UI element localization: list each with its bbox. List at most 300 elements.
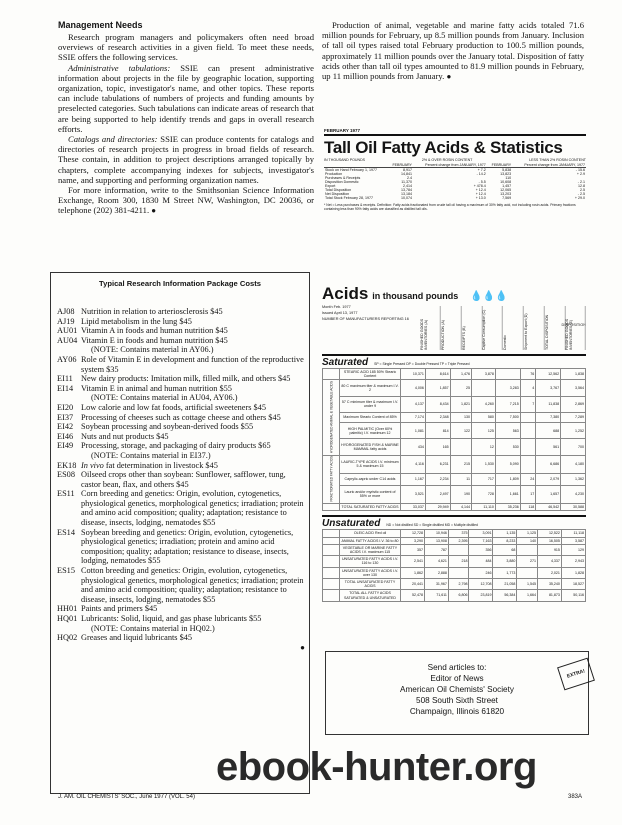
row-group-spacer — [323, 556, 340, 567]
table-cell — [517, 567, 538, 578]
acids-column-headers — [420, 306, 586, 350]
italic-term: In vivo — [81, 460, 104, 470]
table-cell: 10,946 — [424, 530, 448, 537]
manufacturers-label: NUMBER OF MANUFACTURERS REPORTING — [322, 317, 404, 321]
table-cell: 787 — [424, 544, 448, 555]
table-cell: Disposition Domestic — [325, 180, 359, 185]
paragraph — [58, 185, 314, 217]
table-cell: 4,144 — [450, 504, 471, 511]
month-label: Month — [322, 305, 333, 309]
table-cell: + 13.0 — [475, 196, 486, 201]
package-description: Vitamin E in animal and human nutrition $55 — [81, 383, 232, 393]
package-description: (NOTE: Contains material in EI37.) — [91, 450, 211, 460]
package-description: Vitamin E in foods and human nutrition $45 — [81, 335, 228, 345]
row-label: ANIMAL FATTY ACIDS I.V. 36 to 80 — [340, 537, 401, 544]
table-cell: 10,608 — [500, 180, 512, 185]
disposition-label: DISPOSITION — [561, 323, 586, 327]
table-cell — [517, 544, 538, 555]
table-cell: 5,090 — [495, 455, 520, 473]
table-cell: 7,289 — [561, 412, 586, 422]
table-cell: Total Stock February 28, 1977 — [325, 196, 373, 201]
table-row — [323, 485, 586, 503]
column-header: TOTAL DISPOSITION — [545, 306, 566, 350]
package-code: HQ02 — [57, 633, 78, 643]
package-code: HQ01 — [57, 614, 78, 623]
package-item — [57, 528, 305, 566]
table-cell: 1,664 — [517, 590, 538, 601]
table-cell: 30,588 — [561, 504, 586, 511]
table-cell: 190 — [450, 485, 471, 503]
row-label: TOTAL ALL FATTY ACIDS SATURATED & UNSATURATED — [340, 590, 401, 601]
table-cell: 2,234 — [425, 474, 450, 486]
package-code: EI46 — [57, 431, 74, 441]
table-cell: 11,838 — [536, 396, 561, 412]
table-cell: 130 — [450, 412, 471, 422]
acids-statistics — [322, 284, 586, 602]
column-header: FINISHED GOODS INVENTORIES (A) — [420, 306, 441, 350]
table-cell: 1,862 — [401, 567, 425, 578]
table-cell: 23,819 — [469, 590, 493, 601]
table-cell: 6,806 — [448, 590, 469, 601]
table-cell: 2,414 — [402, 184, 412, 189]
package-code — [57, 345, 81, 355]
row-group-spacer — [323, 504, 340, 511]
row-label: TOTAL SATURATED FATTY ACIDS — [340, 504, 401, 511]
table-cell — [520, 455, 536, 473]
paragraph — [58, 63, 314, 134]
tall-oil-date: FEBRUARY 1977 — [324, 128, 361, 133]
table-cell: 7,380 — [536, 412, 561, 422]
package-code: AJ19 — [57, 316, 75, 326]
table-cell: 215 — [450, 455, 471, 473]
package-item — [57, 604, 305, 614]
package-item — [57, 345, 305, 355]
oil-drops-icon: 💧💧💧 — [470, 291, 508, 302]
table-cell: 68 — [493, 544, 517, 555]
table-cell: 1,167 — [401, 474, 426, 486]
table-row — [323, 412, 586, 422]
package-item — [57, 470, 305, 489]
package-code: HH01 — [57, 604, 78, 614]
end-mark: ● — [300, 642, 305, 652]
table-cell: 1,457 — [502, 184, 512, 189]
table-cell: 915 — [537, 544, 561, 555]
row-label: HIGH PALMITIC (Over 60% palmitic) I.V. maximum 12 — [340, 423, 401, 439]
table-cell — [495, 369, 520, 380]
table-cell: 246 — [469, 567, 493, 578]
package-code: EI11 — [57, 374, 73, 384]
unsaturated-label: Unsaturated — [322, 518, 381, 530]
package-item — [57, 384, 305, 394]
package-item — [57, 614, 305, 624]
table-cell: + 12.4 — [475, 192, 486, 197]
production-section — [322, 20, 584, 82]
table-cell: 140 — [517, 537, 538, 544]
table-cell: 118 — [520, 504, 536, 511]
paragraph: Research program managers and policymakers often need broad overviews of research activities in a given field. To meet these needs, SSIE offers the following services. — [58, 32, 314, 63]
table-cell: - 15.6 — [575, 168, 585, 173]
row-group-spacer — [323, 567, 340, 578]
row-label: STEARIC ACID 185 50% Stearic Content — [340, 369, 401, 380]
package-description: Lipid metabolism in the lung $45 — [81, 316, 192, 326]
package-description: Nutrition in relation to arteriosclerosis $45 — [81, 307, 223, 316]
table-cell: 1,828 — [561, 567, 585, 578]
saturated-header — [322, 354, 586, 368]
tall-oil-statistics — [324, 128, 586, 288]
column-header: Percent change from JANUARY, 1977 — [413, 163, 487, 168]
row-label: LAURIC-TYPE ACIDS I.V. minimum 5 & maximum 15 — [340, 455, 401, 473]
table-cell: 3,880 — [493, 556, 517, 567]
table-cell: 35,240 — [537, 578, 561, 589]
table-cell: 3,283 — [495, 380, 520, 396]
package-code: EK18 — [57, 460, 77, 470]
table-cell: 1,545 — [517, 578, 538, 589]
table-cell: 530 — [495, 439, 520, 455]
row-group-spacer — [323, 578, 340, 589]
issued-label: Issued — [322, 311, 334, 315]
package-description: Cotton breeding and genetics: Origin, evolution, cytogenetics, physiological genetics, morphological genetics; irradiation; protein and amino acid composition; quality; adaptation; resistance to disease, insects, lodging, nematodes $55 — [81, 566, 304, 604]
table-cell: 3,878 — [471, 369, 495, 380]
row-group-spacer — [323, 590, 340, 601]
table-cell: 356 — [469, 544, 493, 555]
table-cell: 3,290 — [401, 537, 425, 544]
package-description: Oilseed crops other than soybean: Sunflower, safflower, tung, castor bean, flax, and others $45 — [81, 470, 286, 489]
table-row — [323, 369, 586, 380]
paragraph-text: SSIE can present administrative information about projects in the file by geographic location, supporting organization, topic, investigator's name, and other topics. These reports can include tabulations of numbers of projects and funding amounts by preselected categories. Such tabulations can indicate areas of research that are being supported to help identify trends and gaps in overall research efforts. — [58, 62, 314, 134]
table-cell: 21,058 — [493, 578, 517, 589]
table-cell: 1,773 — [493, 567, 517, 578]
paragraph — [58, 134, 314, 185]
table-cell: 688 — [536, 423, 561, 439]
send-line: American Oil Chemists' Society — [400, 685, 514, 694]
package-item — [57, 374, 305, 384]
row-label: 57 C minimum titer & maximum I.V. under 9 — [340, 396, 401, 412]
package-item — [57, 307, 305, 317]
tall-oil-footnote: * Net = Less purchases & receipts. Definition: Fatty acids fractionated from crude tall oil having a maximum of 30% fatty acid, not including rosin acids. Primary fractions containing less than 90% fatty acids are classified as distilled tall oils. — [324, 203, 576, 212]
table-cell: 1,809 — [495, 474, 520, 486]
paragraph-lead: Catalogs and directories: — [68, 134, 158, 145]
table-cell: 7,174 — [401, 412, 426, 422]
table-cell: + 29.0 — [574, 196, 585, 201]
tall-oil-title: Tall Oil Fatty Acids & Statistics — [324, 134, 586, 158]
table-row — [323, 474, 586, 486]
table-cell: 1,476 — [450, 369, 471, 380]
row-group-spacer — [323, 544, 340, 555]
table-cell: 3,564 — [561, 380, 586, 396]
table-row — [323, 439, 586, 455]
package-description: New dairy products: Imitation milk, filled milk, and others $45 — [81, 374, 291, 384]
package-code: ES14 — [57, 527, 75, 537]
table-cell: 1,081 — [401, 423, 426, 439]
table-cell: 2,869 — [561, 396, 586, 412]
acids-title: Acids — [322, 284, 369, 303]
table-cell: 11,118 — [561, 530, 585, 537]
row-group-label: HYDROGENATED ANIMAL & VEGETABLE ACIDS — [323, 380, 340, 455]
table-cell: Production — [325, 172, 343, 177]
table-cell: 434 — [401, 439, 426, 455]
table-cell: 11 — [450, 474, 471, 486]
table-cell: 81,873 — [537, 590, 561, 601]
table-cell: 357 — [401, 544, 425, 555]
table-cell: 4,006 — [401, 380, 426, 396]
table-row — [323, 544, 586, 555]
table-cell: 20,441 — [401, 578, 425, 589]
acids-title-row — [322, 284, 586, 304]
table-row — [323, 423, 586, 439]
table-cell: 24 — [520, 474, 536, 486]
table-cell: 1,530 — [471, 455, 495, 473]
table-cell: 1,821 — [450, 396, 471, 412]
package-item — [57, 461, 305, 471]
table-cell: 12,522 — [537, 530, 561, 537]
column-header: PRODUCTION (A) — [441, 306, 462, 350]
package-item — [57, 432, 305, 442]
table-cell: 8,614 — [425, 369, 450, 380]
group-b-label: LESS THAN 2% ROSIN CONTENT — [529, 158, 586, 162]
table-cell: Stock on Hand February 1, 1977 — [325, 168, 377, 173]
table-cell: 2,888 — [424, 567, 448, 578]
table-cell: 165 — [425, 439, 450, 455]
table-cell: 125 — [471, 423, 495, 439]
table-cell: 2.5 — [580, 188, 585, 193]
package-item — [57, 326, 305, 336]
table-cell: 46,542 — [536, 504, 561, 511]
package-code: EI49 — [57, 441, 74, 451]
watermark: ebook-hunter.org — [216, 745, 537, 789]
table-row — [323, 380, 586, 396]
table-cell: 4 — [520, 380, 536, 396]
table-cell: 4,230 — [561, 485, 586, 503]
send-line: 508 South Sixth Street — [416, 696, 498, 705]
table-cell: 17 — [520, 485, 536, 503]
saturated-table — [322, 368, 586, 511]
end-mark: ● — [446, 72, 452, 82]
unsaturated-header — [322, 515, 586, 529]
row-label: Lauric and/or myristic content of 55% or more — [340, 485, 401, 503]
table-cell: 717 — [471, 474, 495, 486]
package-description: Vitamin A in foods and human nutrition $45 — [81, 326, 228, 336]
column-header: Captive Consumption (C) — [482, 306, 503, 350]
table-cell: 563 — [495, 423, 520, 439]
send-line: Send articles to: — [427, 663, 487, 672]
table-cell: 25 — [450, 380, 471, 396]
package-code: AU01 — [57, 326, 78, 336]
table-cell: 33,037 — [401, 504, 426, 511]
table-cell: 2,395 — [448, 537, 469, 544]
table-cell: 13,784 — [400, 188, 412, 193]
row-label: OLEIC ACID Red oil — [340, 530, 401, 537]
column-header: FEBRUARY — [388, 163, 413, 168]
table-cell — [520, 412, 536, 422]
table-cell: 1,657 — [536, 485, 561, 503]
package-code: EI14 — [57, 383, 74, 393]
table-cell: Net Disposition — [325, 192, 350, 197]
row-label: UNSATURATED FATTY ACIDS I.V. 116 to 130 — [340, 556, 401, 567]
row-group-label: FRACTIONATED FATTY ACIDS — [323, 455, 340, 504]
table-cell: 2,798 — [448, 578, 469, 589]
table-cell: 7,163 — [469, 537, 493, 544]
table-cell: 11,110 — [471, 504, 495, 511]
table-cell: 580 — [471, 412, 495, 422]
paragraph-text: For more information, write to the Smithsonian Science Information Exchange, Room 300, 1830 M Street NW, Washington, DC 20036, or telephone (202) 381-4211. — [58, 185, 314, 216]
table-cell: 35,236 — [495, 504, 520, 511]
table-cell: 5,838 — [502, 168, 512, 173]
table-row — [323, 567, 586, 578]
package-description: Processing of cheeses such as cottage cheese and others $45 — [81, 412, 281, 422]
package-code — [57, 393, 81, 403]
table-cell: 7,569 — [502, 196, 512, 201]
table-cell — [520, 423, 536, 439]
row-group-spacer — [323, 530, 340, 537]
saturated-legend: SP = Single Pressed DP = Double Pressed TP = Triple Pressed — [374, 362, 470, 366]
package-item — [57, 624, 305, 634]
package-item — [57, 355, 305, 374]
table-row — [323, 537, 586, 544]
row-label: Maximum Stearic Content of 85% — [340, 412, 401, 422]
table-cell: 12 — [471, 439, 495, 455]
package-description: Low calorie and low fat foods, artificial sweeteners $45 — [81, 402, 266, 412]
table-cell: 814 — [425, 423, 450, 439]
row-label: UNSATURATED FATTY ACIDS I.V. over 130 — [340, 567, 401, 578]
send-line: Editor of News — [430, 674, 484, 683]
table-cell: + 12.4 — [475, 188, 486, 193]
table-row — [323, 590, 586, 601]
table-cell: 56,384 — [493, 590, 517, 601]
column-header: Percent change from JANUARY, 1977 — [512, 163, 586, 168]
table-cell: 1,838 — [561, 369, 586, 380]
table-cell: 561 — [536, 439, 561, 455]
table-cell: 3,767 — [536, 380, 561, 396]
row-group-spacer — [323, 369, 340, 380]
table-cell: 6,231 — [425, 455, 450, 473]
issued-value: April 13, 1977 — [334, 311, 358, 315]
table-row — [323, 396, 586, 412]
table-cell — [471, 380, 495, 396]
table-cell: 12.8 — [578, 184, 585, 189]
end-mark: ● — [151, 206, 157, 216]
extra-stamp-icon: EXTRA! — [557, 658, 595, 691]
table-cell: Total Disposition — [325, 188, 352, 193]
send-articles-box — [325, 651, 589, 735]
table-cell: + 478.4 — [473, 184, 486, 189]
unsaturated-table — [322, 529, 586, 601]
table-cell: - 2.1 — [577, 180, 585, 185]
table-cell: 375 — [448, 530, 469, 537]
package-description: Soybean processing and soybean-derived foods $55 — [81, 422, 254, 432]
group-a-label: 2% & OVER ROSIN CONTENT — [421, 158, 473, 162]
table-cell — [450, 439, 471, 455]
table-cell: 76 — [520, 369, 536, 380]
table-cell: 2,497 — [425, 485, 450, 503]
table-cell: 10,371 — [401, 369, 426, 380]
table-cell: 4,621 — [424, 556, 448, 567]
package-code: EI37 — [57, 412, 74, 422]
column-header: Shipment to Export (D) — [524, 306, 545, 350]
table-cell: 12,728 — [401, 530, 425, 537]
send-line: Champaign, Illinois 61820 — [409, 707, 505, 716]
package-description: (NOTE: Contains material in HQ02.) — [91, 623, 215, 633]
table-cell: 13,203 — [500, 192, 512, 197]
table-cell: 110 — [505, 176, 512, 181]
table-cell: 4,260 — [471, 396, 495, 412]
send-lines — [326, 662, 588, 717]
tall-oil-table — [324, 163, 586, 200]
table-cell: 8,233 — [493, 537, 517, 544]
journal-citation: J. AM. OIL CHEMISTS' SOC., June 1977 (VOL. 54) — [58, 794, 195, 800]
package-code: ES11 — [57, 489, 75, 499]
package-description: Greases and liquid lubricants $45 — [81, 633, 193, 643]
table-cell: 1,125 — [517, 530, 538, 537]
table-cell: 29,949 — [425, 504, 450, 511]
package-item — [57, 633, 305, 643]
saturated-label: Saturated — [322, 357, 369, 368]
management-needs-section — [58, 20, 314, 217]
package-description: Role of Vitamin E in development and function of the reproductive system $35 — [81, 354, 304, 374]
package-code: EI42 — [57, 422, 74, 432]
table-cell — [520, 439, 536, 455]
table-cell: 1,362 — [561, 474, 586, 486]
paragraph-text: SSIE can produce contents for catalogs and directories of research projects in progress in broad fields of research. These contain, in addition to project descriptions arranged topically by chapters, complete accompanying indexes for subjects, investigator's name, and supporting and performing organization names. — [58, 134, 314, 185]
table-cell: 4,116 — [401, 455, 426, 473]
table-cell: 4,180 — [561, 455, 586, 473]
table-cell: Export — [325, 184, 336, 189]
package-item — [57, 317, 305, 327]
package-code: AJ08 — [57, 307, 75, 316]
table-cell: 14,841 — [400, 172, 412, 177]
table-cell: 2.4 — [406, 176, 412, 181]
table-cell: - 5.5 — [478, 180, 486, 185]
table-cell: 129 — [561, 544, 585, 555]
package-item — [57, 393, 305, 403]
row-label: 80 C maximum titer & maximum I.V. 2 — [340, 380, 401, 396]
package-code — [57, 624, 81, 634]
table-cell: 50,116 — [561, 590, 585, 601]
package-item — [57, 336, 305, 346]
table-cell: 700 — [561, 439, 586, 455]
row-label: Caprylic-capric under C14 acids — [340, 474, 401, 486]
package-costs-title: Typical Research Information Package Costs — [99, 279, 261, 288]
row-label: TOTAL UNSATURATED FATTY ACIDS — [340, 578, 401, 589]
table-cell: 13,823 — [500, 172, 512, 177]
table-cell: - 2.5 — [577, 192, 585, 197]
package-description: Processing, storage, and packaging of dairy products $65 — [81, 441, 271, 451]
table-cell: 271 — [517, 556, 538, 567]
table-cell: 52,478 — [401, 590, 425, 601]
package-costs-box — [50, 272, 310, 794]
units-label: IN THOUSAND POUNDS — [324, 158, 366, 162]
table-cell: 12,562 — [536, 369, 561, 380]
table-cell: 8,917 — [402, 168, 412, 173]
paragraph — [322, 20, 584, 82]
table-cell: 16,505 — [537, 537, 561, 544]
row-label: HYDROGENATED FISH & MARINE MAMMAL fatty acids — [340, 439, 401, 455]
table-cell: 8,434 — [425, 396, 450, 412]
table-cell: - 14.2 — [476, 172, 486, 177]
table-cell: 4,137 — [401, 396, 426, 412]
table-cell: 13,908 — [424, 537, 448, 544]
table-cell: 484 — [469, 556, 493, 567]
table-cell: 7 — [520, 396, 536, 412]
table-row — [324, 196, 586, 200]
table-cell: 122 — [450, 423, 471, 439]
package-item — [57, 413, 305, 423]
acids-subtitle: in thousand pounds — [372, 291, 459, 301]
package-description: (NOTE: Contains material in AU04, AY06.) — [91, 393, 238, 403]
package-code: AY06 — [57, 354, 77, 364]
package-item — [57, 451, 305, 461]
table-cell: 2,943 — [561, 556, 585, 567]
table-cell: 2,021 — [537, 567, 561, 578]
